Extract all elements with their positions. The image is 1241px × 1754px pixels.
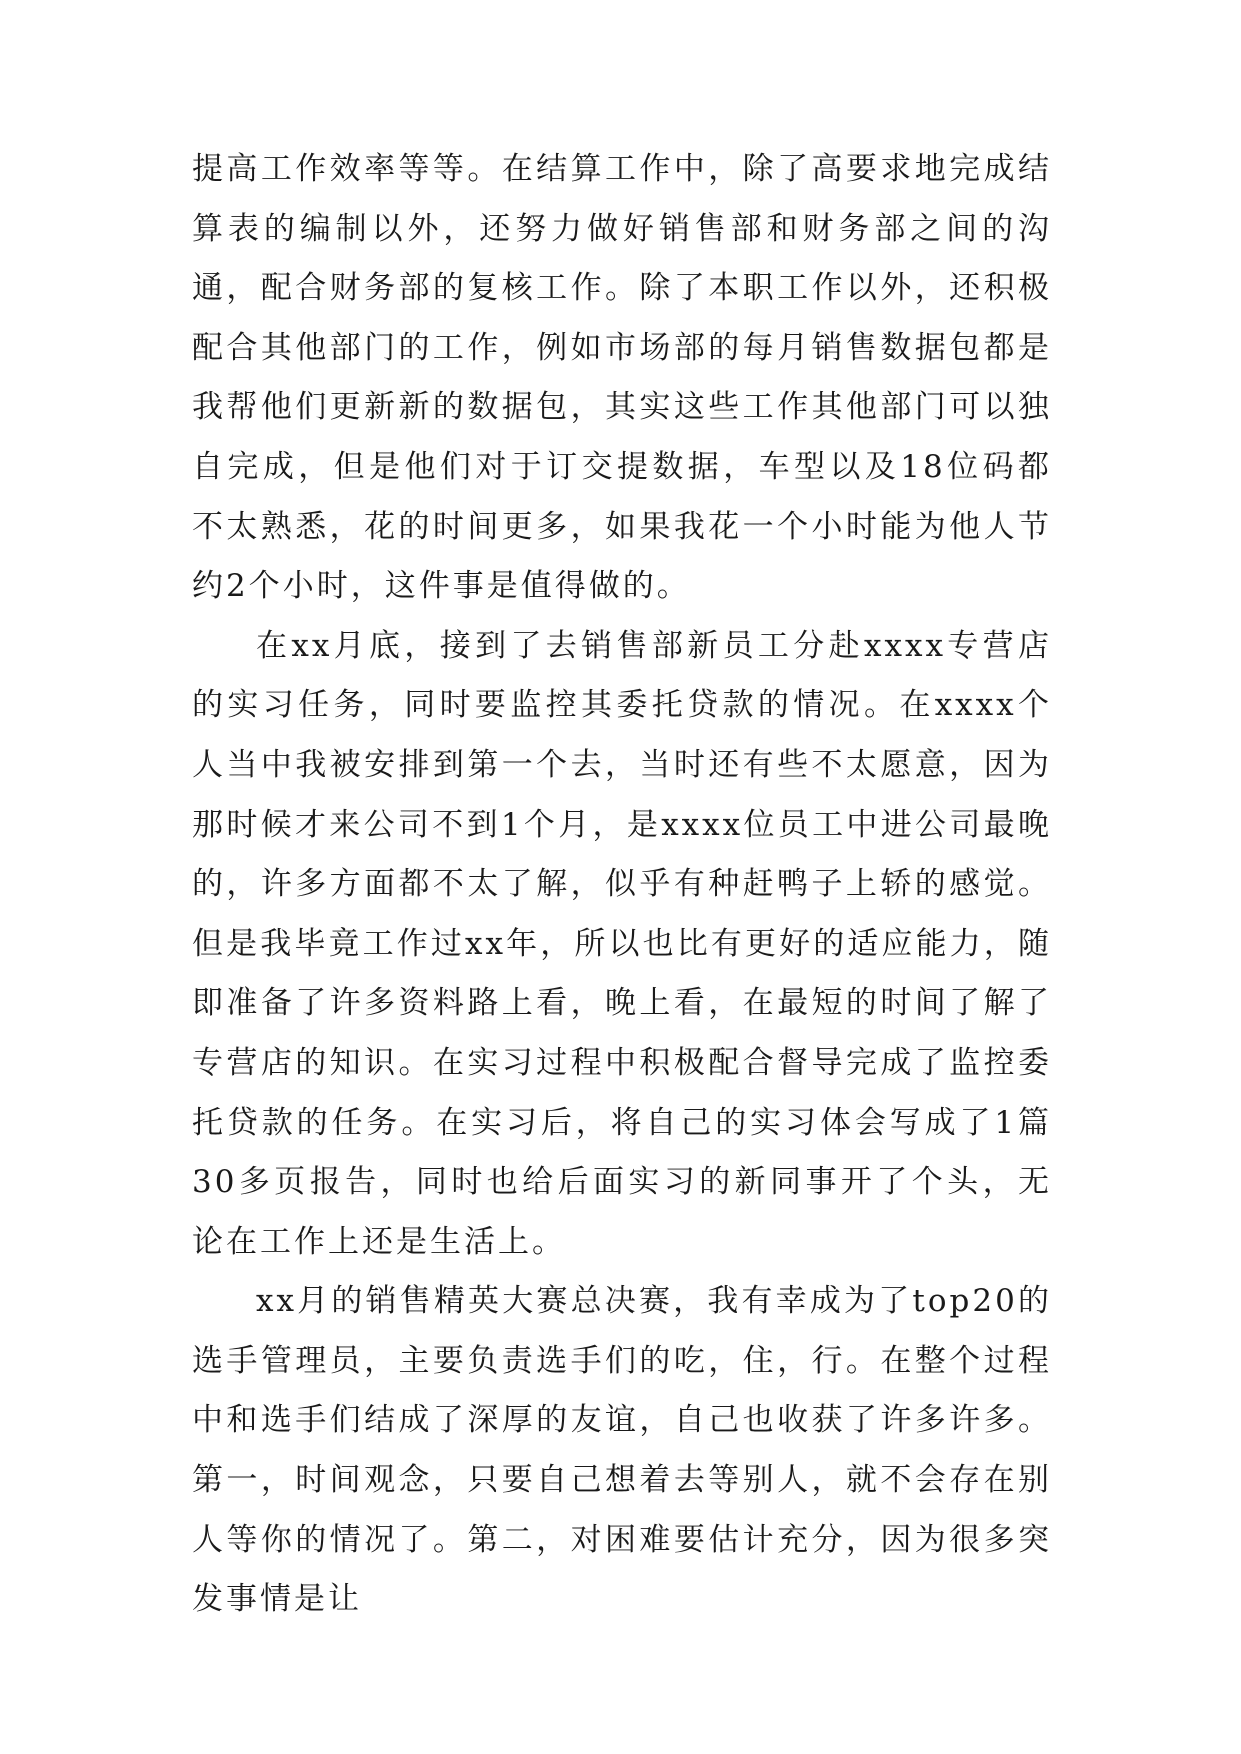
body-text bbox=[192, 140, 1052, 1630]
paragraph-1: 提高工作效率等等。在结算工作中，除了高要求地完成结算表的编制以外，还努力做好销售部和财务部之间的沟通，配合财务部的复核工作。除了本职工作以外，还积极配合其他部门的工作，例如市场部的每月销售数据包都是我帮他们更新新的数据包，其实这些工作其他部门可以独自完成，但是他们对于订交提数据，车型以及18位码都不太熟悉，花的时间更多，如果我花一个小时能为他人节约2个小时，这件事是值得做的。 bbox=[192, 151, 1052, 605]
paragraph-3: xx月的销售精英大赛总决赛，我有幸成为了top20的选手管理员，主要负责选手们的吃，住，行。在整个过程中和选手们结成了深厚的友谊，自己也收获了许多许多。第一，时间观念，只要自己想着去等别人，就不会存在别人等你的情况了。第二，对困难要估计充分，因为很多突发事情是让 bbox=[192, 1283, 1052, 1618]
paragraph-2: 在xx月底，接到了去销售部新员工分赴xxxx专营店的实习任务，同时要监控其委托贷款的情况。在xxxx个人当中我被安排到第一个去，当时还有些不太愿意，因为那时候才来公司不到1个月，是xxxx位员工中进公司最晚的，许多方面都不太了解，似乎有种赶鸭子上轿的感觉。但是我毕竟工作过xx年，所以也比有更好的适应能力，随即准备了许多资料路上看，晚上看，在最短的时间了解了专营店的知识。在实习过程中积极配合督导完成了监控委托贷款的任务。在实习后，将自己的实习体会写成了1篇30多页报告，同时也给后面实习的新同事开了个头，无论在工作上还是生活上。 bbox=[192, 627, 1052, 1260]
